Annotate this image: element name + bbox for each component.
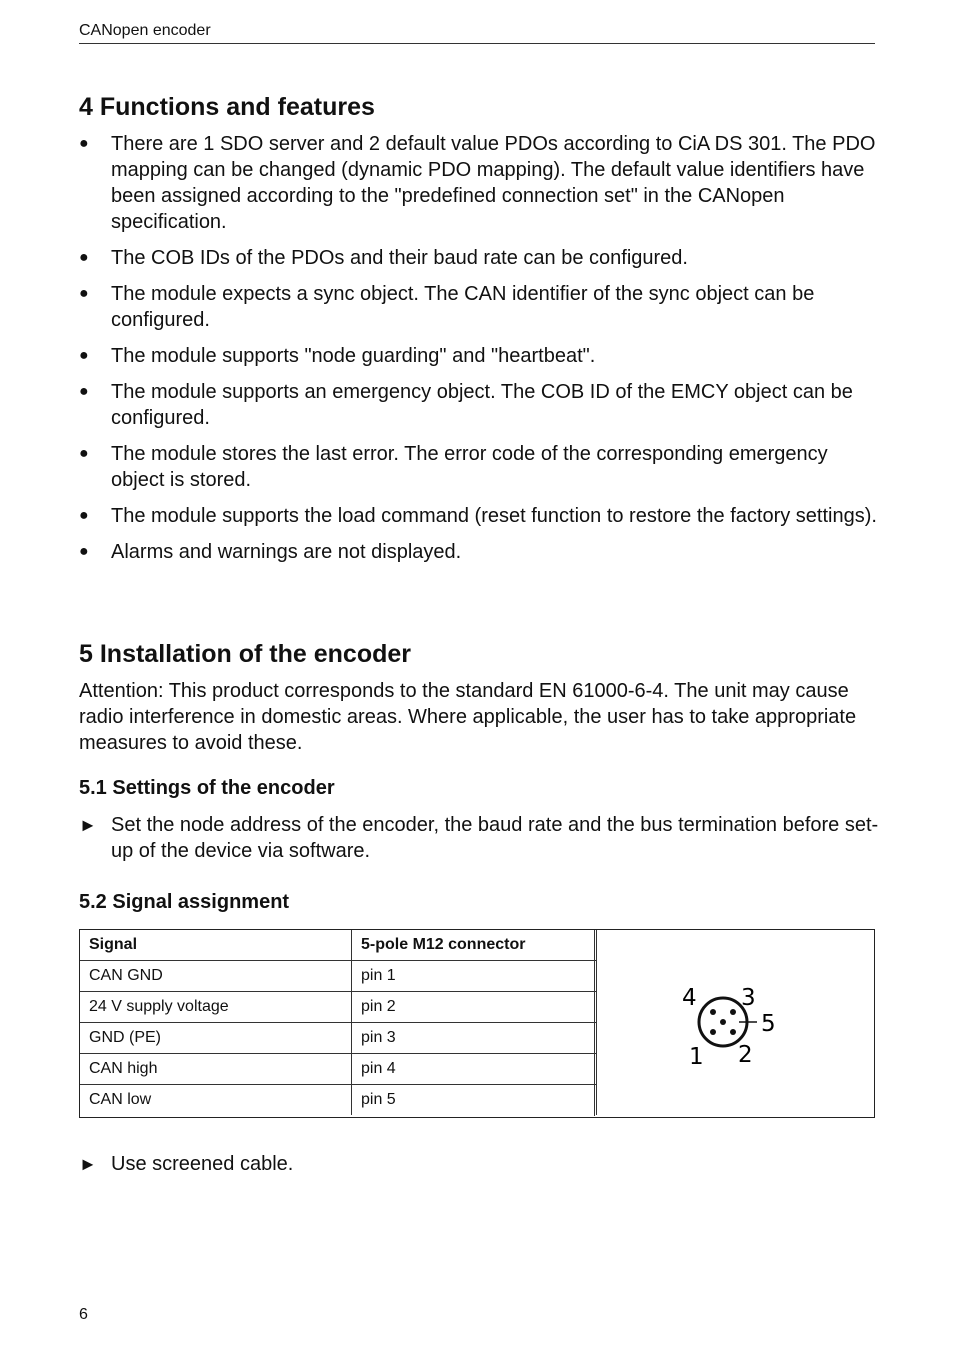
header-divider [79,43,875,44]
column-header-connector: 5-pole M12 connector [352,930,597,961]
pin-5-label: 5 [761,1011,776,1037]
table-row [80,1023,597,1054]
bullet-icon: ● [79,135,89,152]
cable-note [79,1151,879,1187]
pin-table [80,930,597,1115]
signal-cell: CAN high [80,1054,352,1085]
signal-cell: CAN low [80,1085,352,1116]
signal-assignment-table [79,929,875,1118]
bullet-icon: ● [79,249,89,266]
section-4-heading: 4 Functions and features [79,93,375,121]
m12-connector-icon [679,974,789,1064]
list-item: ● Alarms and warnings are not displayed. [79,541,462,563]
settings-instructions [79,812,879,874]
bullet-icon: ● [79,507,89,524]
list-item: ● The module expects a sync object. The CAN identifier of the sync object can be configured. [79,283,815,331]
bullet-icon: ● [79,543,89,560]
pin-cell: pin 2 [352,992,597,1023]
pin-cell: pin 5 [352,1085,597,1116]
arrow-right-icon: ► [79,815,97,835]
signal-cell: GND (PE) [80,1023,352,1054]
instruction-item: ► Use screened cable. [79,1153,294,1175]
pin-4-label: 4 [682,985,697,1011]
list-item: ● The module supports "node guarding" and "heartbeat". [79,345,596,367]
arrow-right-icon: ► [79,1154,97,1174]
list-item: ● The module supports an emergency object. The COB ID of the EMCY object can be configured. [79,381,853,429]
bullet-icon: ● [79,383,89,400]
page-number: 6 [79,1306,88,1323]
connector-diagram-cell [594,930,875,1116]
table-row [80,1054,597,1085]
pin-cell: pin 3 [352,1023,597,1054]
list-item: ● The COB IDs of the PDOs and their baud rate can be configured. [79,247,688,269]
instruction-item: ► Set the node address of the encoder, the baud rate and the bus termination before set-up of the device via software. [79,814,879,862]
pin-cell: pin 4 [352,1054,597,1085]
section-5-2-heading: 5.2 Signal assignment [79,891,290,913]
table-row [80,992,597,1023]
pin-2-label: 2 [738,1042,753,1064]
attention-paragraph: Attention: This product corresponds to the standard EN 61000-6-4. The unit may cause radio interference in domestic areas. Where applicable, the user has to take appropriate measures to avoid these. [79,680,857,754]
table-row [80,961,597,992]
section-5-1-heading: 5.1 Settings of the encoder [79,777,335,799]
pin-cell: pin 1 [352,961,597,992]
bullet-icon: ● [79,285,89,302]
signal-cell: 24 V supply voltage [80,992,352,1023]
bullet-icon: ● [79,445,89,462]
column-header-signal: Signal [80,930,352,961]
table-row [80,1085,597,1116]
running-header: CANopen encoder [79,22,211,39]
bullet-icon: ● [79,347,89,364]
list-item: ● The module supports the load command (reset function to restore the factory settings). [79,505,877,527]
table-header-row [80,930,597,961]
signal-cell: CAN GND [80,961,352,992]
pin-1-label: 1 [689,1044,704,1064]
list-item: ● There are 1 SDO server and 2 default value PDOs according to CiA DS 301. The PDO mapping can be changed (dynamic PDO mapping). The default value identifiers have been assigned according to the "predefined connection set" in the CANopen specification. [79,133,876,233]
section-5-heading: 5 Installation of the encoder [79,640,411,668]
list-item: ● The module stores the last error. The error code of the corresponding emergency object is stored. [79,443,828,491]
pin-3-label: 3 [741,985,756,1011]
features-list [79,131,879,575]
